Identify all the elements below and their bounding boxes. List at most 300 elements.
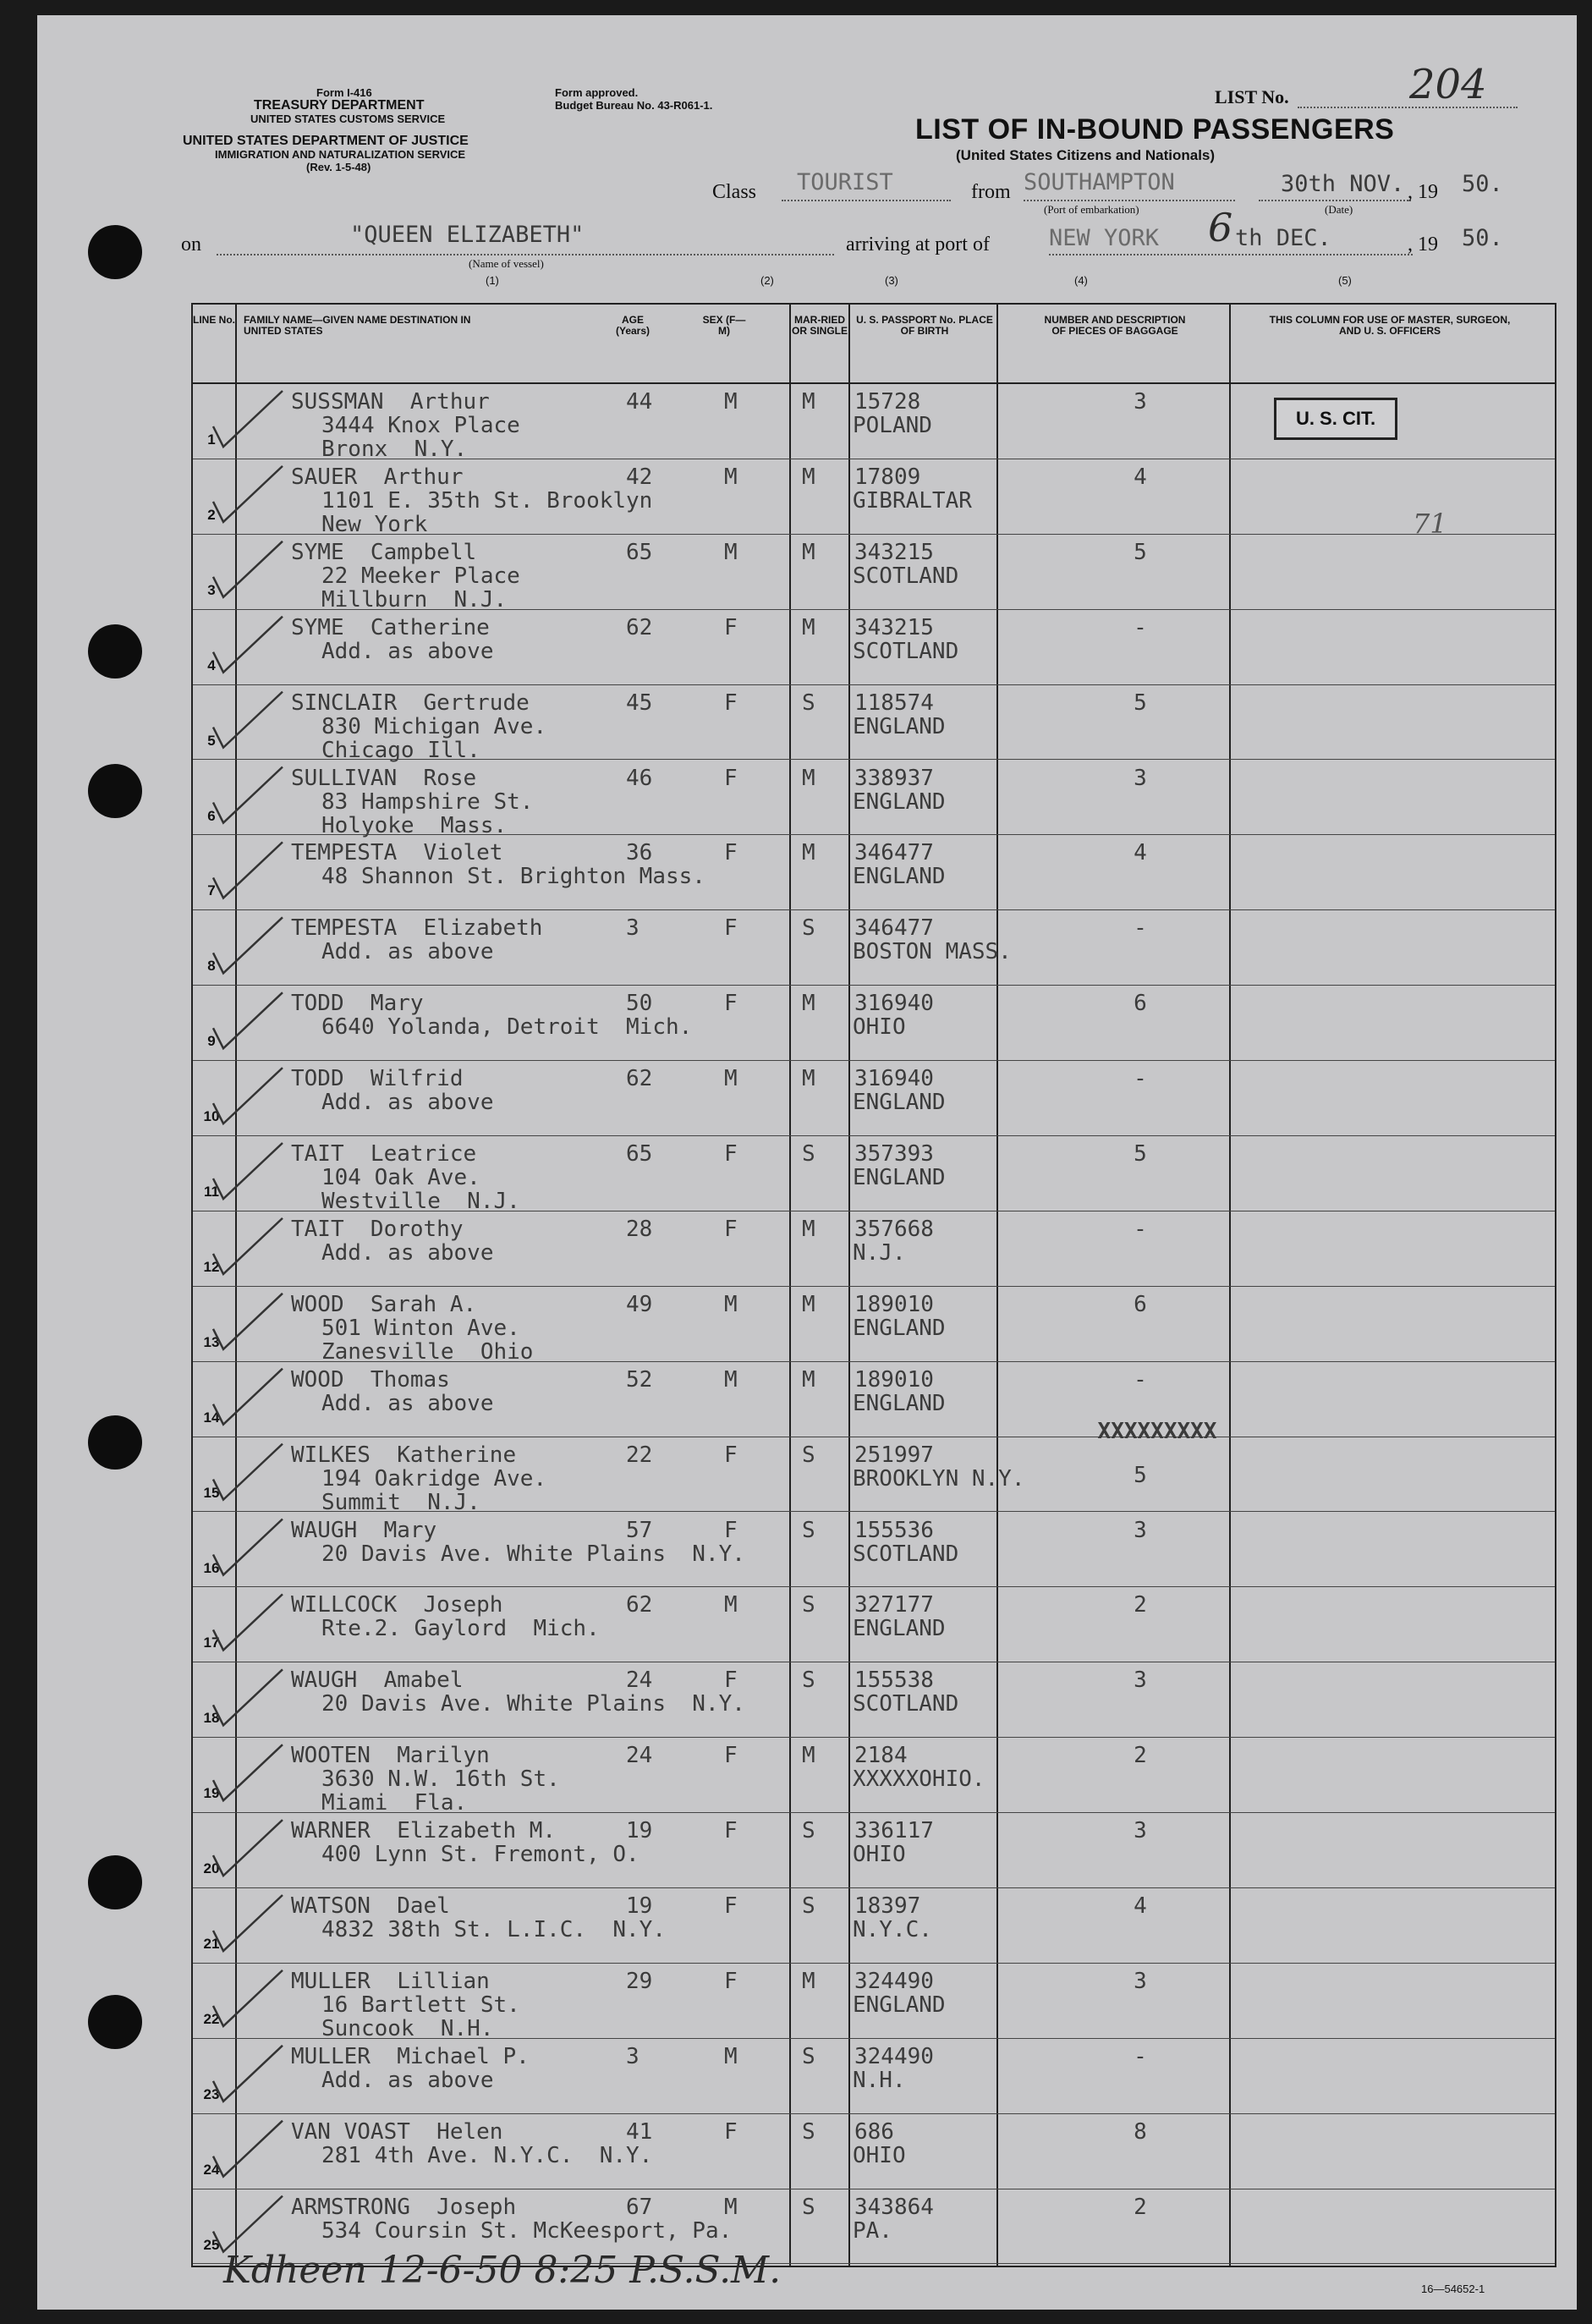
passport-number: 357393 bbox=[854, 1141, 934, 1167]
passenger-name: ARMSTRONG Joseph bbox=[291, 2194, 517, 2220]
col-head-baggage: NUMBER AND DESCRIPTION OF PIECES OF BAGGAGE bbox=[1044, 314, 1186, 337]
baggage-count: 3 bbox=[1134, 765, 1147, 791]
punch-hole bbox=[88, 225, 142, 279]
baggage-count: 3 bbox=[1134, 1818, 1147, 1844]
line-number: 24 bbox=[203, 2161, 220, 2178]
line-number: 20 bbox=[203, 1860, 220, 1877]
col-head-name: FAMILY NAME—GIVEN NAME DESTINATION IN UNITED STATES bbox=[244, 314, 471, 337]
page-subtitle: (United States Citizens and Nationals) bbox=[956, 147, 1216, 163]
passenger-sex: F bbox=[724, 765, 738, 791]
line-number: 6 bbox=[207, 807, 216, 824]
passenger-age: 50 bbox=[626, 991, 653, 1017]
line-number: 7 bbox=[207, 882, 216, 899]
passenger-address: 20 Davis Ave. White Plains N.Y. bbox=[321, 1541, 745, 1567]
baggage-count: 4 bbox=[1134, 840, 1147, 866]
passport-number: 343864 bbox=[854, 2194, 934, 2220]
baggage-count: 5 bbox=[1134, 1141, 1147, 1167]
passport-number: 324490 bbox=[854, 2043, 934, 2069]
passenger-sex: M bbox=[724, 1366, 738, 1393]
passenger-address-city: Holyoke Mass. bbox=[321, 812, 508, 838]
line-number: 25 bbox=[203, 2236, 220, 2253]
passenger-name: WAUGH Amabel bbox=[291, 1667, 464, 1694]
passport-number: 15728 bbox=[854, 389, 921, 415]
table-row bbox=[193, 1964, 1555, 2039]
passenger-sex: F bbox=[724, 1818, 738, 1844]
col-number-3: (3) bbox=[885, 274, 898, 287]
place-of-birth: SCOTLAND bbox=[853, 563, 959, 589]
table-row bbox=[193, 910, 1555, 986]
passenger-name: WARNER Elizabeth M. bbox=[291, 1818, 557, 1844]
passport-number: 316940 bbox=[854, 1066, 934, 1092]
passenger-marital-status: M bbox=[802, 991, 815, 1017]
table-row bbox=[193, 685, 1555, 761]
line-number: 2 bbox=[207, 506, 216, 523]
passenger-marital-status: S bbox=[802, 2194, 815, 2220]
passenger-address: Rte.2. Gaylord Mich. bbox=[321, 1616, 600, 1642]
arrival-day-handwritten: 6 bbox=[1208, 205, 1233, 250]
passport-number: 338937 bbox=[854, 765, 934, 791]
passenger-marital-status: S bbox=[802, 1667, 815, 1694]
dept-treasury: TREASURY DEPARTMENT bbox=[254, 98, 425, 113]
passenger-age: 44 bbox=[626, 389, 653, 415]
class-value: TOURIST bbox=[797, 169, 893, 195]
passenger-sex: F bbox=[724, 991, 738, 1017]
line-number: 19 bbox=[203, 1785, 220, 1802]
passenger-sex: F bbox=[724, 840, 738, 866]
place-of-birth: SCOTLAND bbox=[853, 1541, 959, 1567]
table-row bbox=[193, 2114, 1555, 2189]
place-of-birth: SCOTLAND bbox=[853, 1691, 959, 1717]
passenger-name: WOOD Thomas bbox=[291, 1366, 450, 1393]
passenger-sex: F bbox=[724, 1141, 738, 1167]
passport-number: 118574 bbox=[854, 690, 934, 716]
passenger-sex: M bbox=[724, 389, 738, 415]
punch-hole bbox=[88, 1855, 142, 1909]
passport-number: 327177 bbox=[854, 1592, 934, 1618]
passport-number: 336117 bbox=[854, 1818, 934, 1844]
passenger-name: TEMPESTA Elizabeth bbox=[291, 915, 543, 942]
vessel-name: "QUEEN ELIZABETH" bbox=[350, 222, 585, 248]
table-row bbox=[193, 1136, 1555, 1214]
baggage-count: 6 bbox=[1134, 1291, 1147, 1317]
line-number: 16 bbox=[203, 1559, 220, 1576]
line-number: 1 bbox=[207, 431, 216, 448]
baggage-count: 5 bbox=[1134, 1462, 1147, 1488]
line-number: 18 bbox=[203, 1710, 220, 1727]
passenger-name: SYME Campbell bbox=[291, 539, 477, 565]
baggage-count: 5 bbox=[1134, 690, 1147, 716]
passenger-age: 19 bbox=[626, 1893, 653, 1919]
passenger-address: 83 Hampshire St. bbox=[321, 788, 534, 815]
budget-bureau: Budget Bureau No. 43-R061-1. bbox=[555, 99, 713, 112]
form-id: Form I-416 bbox=[316, 86, 372, 99]
passenger-sex: M bbox=[724, 464, 738, 490]
col-head-sex: SEX (F—M) bbox=[702, 314, 746, 337]
page-title: LIST OF IN-BOUND PASSENGERS bbox=[915, 113, 1395, 146]
passenger-marital-status: S bbox=[802, 1592, 815, 1618]
col-number-5: (5) bbox=[1338, 274, 1352, 287]
dept-justice-sub: IMMIGRATION AND NATURALIZATION SERVICE bbox=[215, 148, 466, 161]
baggage-count: - bbox=[1134, 2043, 1147, 2069]
passenger-name: VAN VOAST Helen bbox=[291, 2118, 503, 2145]
line-number: 21 bbox=[203, 1936, 220, 1952]
line-number: 23 bbox=[203, 2085, 220, 2102]
passenger-marital-status: S bbox=[802, 1141, 815, 1167]
table-row bbox=[193, 1587, 1555, 1662]
departure-date: 30th NOV. bbox=[1281, 171, 1405, 197]
passenger-address: 48 Shannon St. Brighton Mass. bbox=[321, 864, 705, 890]
place-of-birth: OHIO bbox=[853, 1014, 906, 1041]
passenger-age: 22 bbox=[626, 1442, 653, 1468]
passenger-age: 41 bbox=[626, 2118, 653, 2145]
baggage-count: 4 bbox=[1134, 464, 1147, 490]
passenger-address: 3444 Knox Place bbox=[321, 413, 520, 438]
passenger-address: Add. as above bbox=[321, 939, 494, 965]
line-number: 22 bbox=[203, 2010, 220, 2027]
port-of-embarkation: SOUTHAMPTON bbox=[1024, 169, 1175, 195]
line-number: 8 bbox=[207, 958, 216, 975]
baggage-count: 4 bbox=[1134, 1893, 1147, 1919]
place-of-birth: PA. bbox=[853, 2217, 892, 2244]
passenger-sex: F bbox=[724, 1442, 738, 1468]
passenger-address: 501 Winton Ave. bbox=[321, 1315, 520, 1341]
baggage-count: 2 bbox=[1134, 1592, 1147, 1618]
table-row bbox=[193, 1211, 1555, 1287]
passenger-marital-status: S bbox=[802, 2043, 815, 2069]
baggage-count: - bbox=[1134, 915, 1147, 942]
passenger-age: 3 bbox=[626, 2043, 640, 2069]
passenger-address: 20 Davis Ave. White Plains N.Y. bbox=[321, 1691, 745, 1717]
passenger-address-city: New York bbox=[321, 511, 428, 537]
place-of-birth: ENGLAND bbox=[853, 713, 946, 739]
passenger-sex: F bbox=[724, 1216, 738, 1242]
passport-number: 316940 bbox=[854, 991, 934, 1017]
passenger-sex: F bbox=[724, 1517, 738, 1543]
baggage-count: 3 bbox=[1134, 389, 1147, 415]
passenger-marital-status: S bbox=[802, 1818, 815, 1844]
list-no-line bbox=[1298, 107, 1518, 108]
passenger-address-city: Millburn N.J. bbox=[321, 586, 508, 613]
from-label: from bbox=[971, 181, 1011, 203]
line-number: 3 bbox=[207, 581, 216, 598]
passenger-address: Add. as above bbox=[321, 638, 494, 664]
table-row bbox=[193, 610, 1555, 685]
col-head-married: MAR-RIED OR SINGLE bbox=[792, 314, 848, 337]
passport-number: 346477 bbox=[854, 915, 934, 942]
passenger-marital-status: S bbox=[802, 690, 815, 716]
passport-number: 189010 bbox=[854, 1366, 934, 1393]
passenger-name: TEMPESTA Violet bbox=[291, 840, 503, 866]
table-row bbox=[193, 1662, 1555, 1738]
passenger-name: TODD Wilfrid bbox=[291, 1066, 464, 1092]
baggage-count: - bbox=[1134, 1366, 1147, 1393]
departure-year: 50. bbox=[1462, 171, 1503, 197]
passport-number: 346477 bbox=[854, 840, 934, 866]
baggage-count: 3 bbox=[1134, 1968, 1147, 1994]
dept-treasury-sub: UNITED STATES CUSTOMS SERVICE bbox=[250, 113, 446, 125]
passenger-sex: F bbox=[724, 690, 738, 716]
baggage-count: 8 bbox=[1134, 2118, 1147, 2145]
baggage-count: 3 bbox=[1134, 1517, 1147, 1543]
passenger-name: WATSON Dael bbox=[291, 1893, 450, 1919]
passenger-sex: M bbox=[724, 539, 738, 565]
arrival-year-prefix: , 19 bbox=[1408, 233, 1438, 255]
passenger-name: SULLIVAN Rose bbox=[291, 765, 477, 791]
inspector-signature: Kdheen 12-6-50 8:25 P.S.S.M. bbox=[223, 2249, 782, 2292]
line-number: 14 bbox=[203, 1409, 220, 1426]
place-of-birth: BROOKLYN N.Y. bbox=[853, 1465, 1025, 1492]
arrival-date: th DEC. bbox=[1235, 225, 1331, 251]
place-of-birth: ENGLAND bbox=[853, 1165, 946, 1190]
year-prefix: , 19 bbox=[1408, 181, 1438, 203]
passenger-age: 45 bbox=[626, 690, 653, 716]
passenger-marital-status: S bbox=[802, 1442, 815, 1468]
passenger-name: WILLCOCK Joseph bbox=[291, 1592, 503, 1618]
passport-number: 357668 bbox=[854, 1216, 934, 1242]
passenger-age: 19 bbox=[626, 1818, 653, 1844]
port-line bbox=[1024, 200, 1235, 201]
line-number: 5 bbox=[207, 732, 216, 749]
list-no-value: 204 bbox=[1409, 61, 1487, 108]
place-of-birth: ENGLAND bbox=[853, 1390, 946, 1416]
punch-hole bbox=[88, 624, 142, 679]
passenger-age: 57 bbox=[626, 1517, 653, 1543]
passenger-address-city: Suncook N.H. bbox=[321, 2015, 494, 2041]
line-number: 17 bbox=[203, 1634, 220, 1651]
table-row bbox=[193, 986, 1555, 1061]
arrival-year: 50. bbox=[1462, 225, 1503, 251]
col-head-passport: U. S. PASSPORT No. PLACE OF BIRTH bbox=[856, 314, 993, 337]
col-head-officers: THIS COLUMN FOR USE OF MASTER, SURGEON, AND U. S. OFFICERS bbox=[1269, 314, 1511, 337]
passport-number: 324490 bbox=[854, 1968, 934, 1994]
passenger-marital-status: S bbox=[802, 1517, 815, 1543]
passenger-address: 830 Michigan Ave. bbox=[321, 713, 547, 739]
line-number: 15 bbox=[203, 1484, 220, 1501]
passport-number: 343215 bbox=[854, 539, 934, 565]
passenger-age: 42 bbox=[626, 464, 653, 490]
passenger-marital-status: M bbox=[802, 840, 815, 866]
place-of-birth: ENGLAND bbox=[853, 1616, 946, 1642]
passenger-address-city: Miami Fla. bbox=[321, 1790, 468, 1816]
passenger-marital-status: M bbox=[802, 1968, 815, 1994]
passenger-age: 3 bbox=[626, 915, 640, 942]
passenger-marital-status: M bbox=[802, 464, 815, 490]
passenger-name: SINCLAIR Gertrude bbox=[291, 690, 530, 716]
passenger-marital-status: M bbox=[802, 614, 815, 640]
passenger-marital-status: M bbox=[802, 1366, 815, 1393]
passenger-address-city: Chicago Ill. bbox=[321, 737, 480, 763]
line-number: 9 bbox=[207, 1033, 216, 1050]
place-of-birth: OHIO bbox=[853, 1842, 906, 1868]
passenger-marital-status: M bbox=[802, 1216, 815, 1242]
passport-number: 17809 bbox=[854, 464, 921, 490]
passenger-address: 4832 38th St. L.I.C. N.Y. bbox=[321, 1917, 666, 1942]
passenger-sex: M bbox=[724, 1066, 738, 1092]
table-row bbox=[193, 1813, 1555, 1888]
margin-note: 71 bbox=[1413, 508, 1447, 540]
passenger-address: 22 Meeker Place bbox=[321, 563, 520, 589]
line-number: 12 bbox=[203, 1258, 220, 1275]
place-of-birth: ENGLAND bbox=[853, 1090, 946, 1116]
passenger-address: 194 Oakridge Ave. bbox=[321, 1465, 547, 1492]
passenger-marital-status: S bbox=[802, 2118, 815, 2145]
date-line bbox=[1259, 200, 1411, 201]
passenger-address: 1101 E. 35th St. Brooklyn bbox=[321, 487, 653, 514]
passenger-sex: M bbox=[724, 1291, 738, 1317]
baggage-count: 5 bbox=[1134, 539, 1147, 565]
passenger-age: 67 bbox=[626, 2194, 653, 2220]
passport-number: 343215 bbox=[854, 614, 934, 640]
passenger-sex: F bbox=[724, 915, 738, 942]
table-row bbox=[193, 535, 1555, 613]
passenger-age: 28 bbox=[626, 1216, 653, 1242]
passenger-address: Add. as above bbox=[321, 1390, 494, 1416]
passenger-marital-status: M bbox=[802, 1291, 815, 1317]
table-row bbox=[193, 1738, 1555, 1816]
punch-hole bbox=[88, 1995, 142, 2049]
vessel-caption: (Name of vessel) bbox=[469, 257, 544, 270]
place-of-birth: N.J. bbox=[853, 1239, 906, 1266]
passenger-sex: F bbox=[724, 1893, 738, 1919]
place-of-birth: OHIO bbox=[853, 2142, 906, 2168]
passenger-name: WAUGH Mary bbox=[291, 1517, 437, 1543]
passenger-sex: F bbox=[724, 1743, 738, 1769]
passport-number: 18397 bbox=[854, 1893, 921, 1919]
passenger-name: TAIT Dorothy bbox=[291, 1216, 464, 1242]
passenger-address: 534 Coursin St. McKeesport, Pa. bbox=[321, 2217, 733, 2244]
place-of-birth: N.H. bbox=[853, 2067, 906, 2093]
place-of-birth: ENGLAND bbox=[853, 864, 946, 890]
col-number-1: (1) bbox=[486, 274, 499, 287]
passenger-sex: F bbox=[724, 2118, 738, 2145]
place-of-birth: POLAND bbox=[853, 413, 932, 438]
baggage-count: - bbox=[1134, 1066, 1147, 1092]
baggage-count: 3 bbox=[1134, 1667, 1147, 1694]
passenger-address-city: Zanesville Ohio bbox=[321, 1338, 534, 1365]
place-of-birth: BOSTON MASS. bbox=[853, 939, 1012, 965]
passenger-sex: M bbox=[724, 2194, 738, 2220]
place-of-birth: ENGLAND bbox=[853, 1992, 946, 2018]
passenger-marital-status: S bbox=[802, 1893, 815, 1919]
passport-number: 251997 bbox=[854, 1442, 934, 1468]
passenger-address-city: Westville N.J. bbox=[321, 1189, 520, 1214]
passenger-age: 52 bbox=[626, 1366, 653, 1393]
print-code: 16—54652-1 bbox=[1421, 2283, 1485, 2295]
place-of-birth: ENGLAND bbox=[853, 1315, 946, 1341]
passenger-sex: F bbox=[724, 1968, 738, 1994]
passenger-name: WOOTEN Marilyn bbox=[291, 1743, 490, 1769]
table-row bbox=[193, 1061, 1555, 1136]
date-caption: (Date) bbox=[1325, 203, 1353, 216]
line-number: 4 bbox=[207, 657, 216, 673]
list-no-label: LIST No. bbox=[1215, 86, 1289, 107]
passenger-age: 65 bbox=[626, 539, 653, 565]
form-approved: Form approved. bbox=[555, 86, 639, 99]
table-row bbox=[193, 1362, 1555, 1437]
passenger-sex: F bbox=[724, 614, 738, 640]
line-number: 11 bbox=[204, 1184, 219, 1200]
passenger-age: 24 bbox=[626, 1743, 653, 1769]
passenger-address: Add. as above bbox=[321, 1239, 494, 1266]
punch-hole bbox=[88, 1415, 142, 1470]
passenger-marital-status: M bbox=[802, 539, 815, 565]
passenger-name: WILKES Katherine bbox=[291, 1442, 517, 1468]
passport-number: 155536 bbox=[854, 1517, 934, 1543]
passenger-marital-status: M bbox=[802, 1743, 815, 1769]
table-row bbox=[193, 835, 1555, 910]
passport-number: 155538 bbox=[854, 1667, 934, 1694]
table-row bbox=[193, 1513, 1555, 1588]
passenger-age: 65 bbox=[626, 1141, 653, 1167]
passenger-sex: F bbox=[724, 1667, 738, 1694]
vessel-line bbox=[217, 254, 834, 255]
table-row bbox=[193, 1888, 1555, 1964]
us-citizen-stamp: U. S. CIT. bbox=[1274, 398, 1397, 440]
col-number-2: (2) bbox=[760, 274, 774, 287]
baggage-count: 2 bbox=[1134, 2194, 1147, 2220]
place-of-birth: N.Y.C. bbox=[853, 1917, 932, 1942]
baggage-count: 2 bbox=[1134, 1743, 1147, 1769]
arrival-port: NEW YORK bbox=[1049, 225, 1160, 251]
passenger-name: TODD Mary bbox=[291, 991, 424, 1017]
passenger-address: 400 Lynn St. Fremont, O. bbox=[321, 1842, 640, 1868]
passenger-age: 62 bbox=[626, 614, 653, 640]
passenger-sex: M bbox=[724, 1592, 738, 1618]
table-row bbox=[193, 761, 1555, 836]
dept-justice-rev: (Rev. 1-5-48) bbox=[306, 161, 371, 173]
col-number-4: (4) bbox=[1074, 274, 1088, 287]
place-of-birth: XXXXXOHIO. bbox=[853, 1766, 985, 1793]
place-of-birth: GIBRALTAR bbox=[853, 487, 972, 514]
passenger-age: 24 bbox=[626, 1667, 653, 1694]
passenger-address: 16 Bartlett St. bbox=[321, 1992, 520, 2018]
passenger-address: 281 4th Ave. N.Y.C. N.Y. bbox=[321, 2142, 653, 2168]
port-caption: (Port of embarkation) bbox=[1044, 203, 1139, 216]
passenger-name: SUSSMAN Arthur bbox=[291, 389, 490, 415]
passenger-name: TAIT Leatrice bbox=[291, 1141, 477, 1167]
passenger-sex: M bbox=[724, 2043, 738, 2069]
passenger-age: 36 bbox=[626, 840, 653, 866]
baggage-count: - bbox=[1134, 614, 1147, 640]
table-row bbox=[193, 1287, 1555, 1365]
arrival-line bbox=[1049, 254, 1413, 255]
passenger-marital-status: M bbox=[802, 765, 815, 791]
passenger-name: SAUER Arthur bbox=[291, 464, 464, 490]
class-label: Class bbox=[712, 181, 757, 203]
passenger-name: SYME Catherine bbox=[291, 614, 490, 640]
table-row bbox=[193, 459, 1555, 535]
on-label: on bbox=[181, 233, 201, 255]
passenger-age: 49 bbox=[626, 1291, 653, 1317]
manifest-sheet bbox=[37, 15, 1577, 2310]
passenger-table bbox=[191, 303, 1556, 2267]
dept-justice: UNITED STATES DEPARTMENT OF JUSTICE bbox=[183, 134, 469, 148]
passenger-name: MULLER Michael P. bbox=[291, 2043, 530, 2069]
passenger-marital-status: M bbox=[802, 389, 815, 415]
line-number: 10 bbox=[203, 1108, 220, 1125]
col-head-age: AGE (Years) bbox=[615, 314, 651, 337]
baggage-count: - bbox=[1134, 1216, 1147, 1242]
passenger-name: MULLER Lillian bbox=[291, 1968, 490, 1994]
passenger-marital-status: M bbox=[802, 1066, 815, 1092]
passenger-name: WOOD Sarah A. bbox=[291, 1291, 477, 1317]
passport-number: 189010 bbox=[854, 1291, 934, 1317]
class-line bbox=[782, 200, 951, 201]
col-head-line-no: LINE No. bbox=[193, 314, 235, 326]
passenger-address: Add. as above bbox=[321, 1090, 494, 1116]
passport-number: 686 bbox=[854, 2118, 894, 2145]
baggage-count: 6 bbox=[1134, 991, 1147, 1017]
